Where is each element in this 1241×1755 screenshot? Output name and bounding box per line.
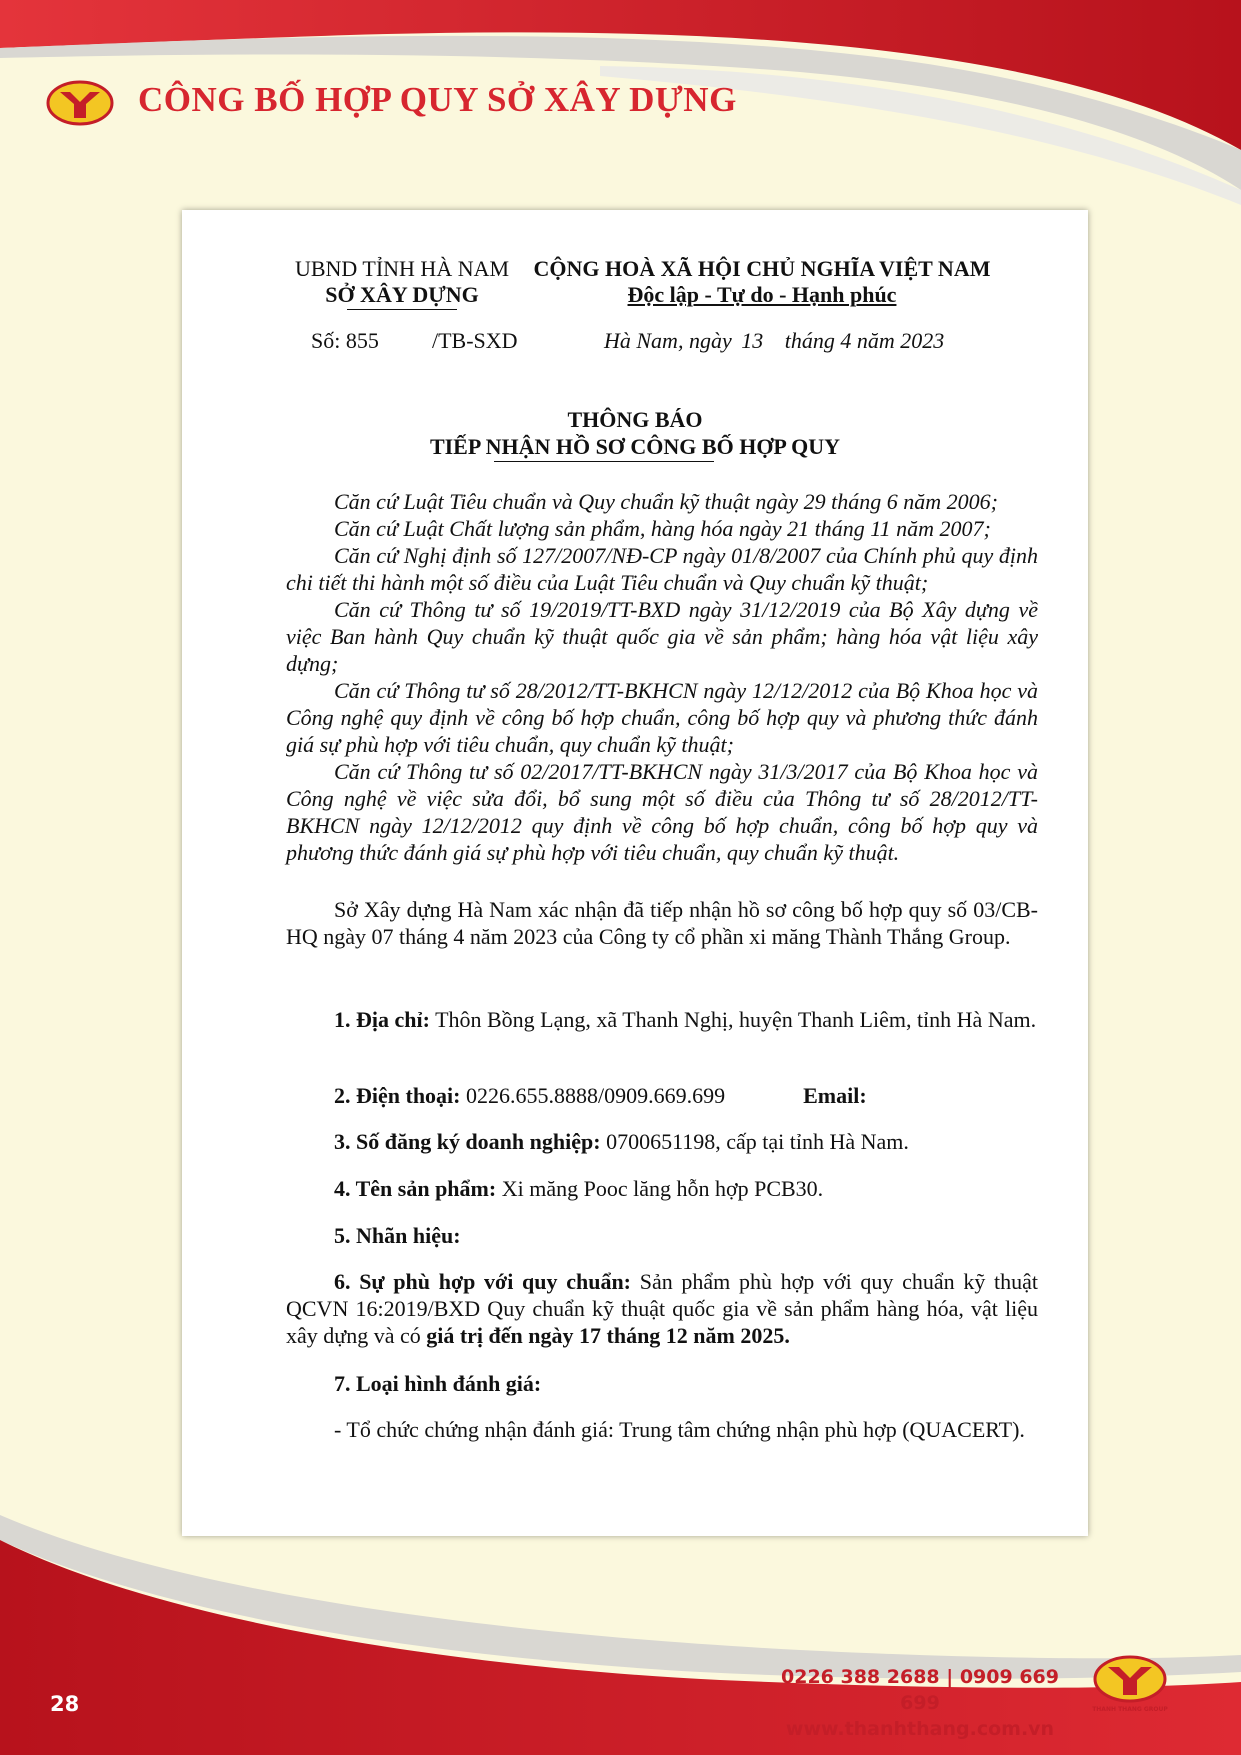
- page-title: CÔNG BỐ HỢP QUY SỞ XÂY DỰNG: [138, 80, 737, 119]
- legal-basis-item: Căn cứ Luật Tiêu chuẩn và Quy chuẩn kỹ thuật ngày 29 tháng 6 năm 2006;: [334, 489, 998, 514]
- agency-department: SỞ XÂY DỰNG: [325, 282, 479, 307]
- legal-basis-item: Căn cứ Thông tư số 02/2017/TT-BKHCN ngày 31/3/2017 của Bộ Khoa học và Công nghệ về việc sửa đổi, bổ sung một số điều của Thông tư số 28/2012/TT-BKHCN ngày 12/12/2012 quy định về công bố hợp chuẩn, công bố hợp quy và phương thức đánh giá sự phù hợp với tiêu chuẩn, quy chuẩn kỹ thuật.: [286, 759, 1038, 865]
- legal-bases: [286, 488, 1038, 866]
- agency-underline: [347, 309, 457, 310]
- item-assessment-body: - Tổ chức chứng nhận đánh giá: Trung tâm chứng nhận phù hợp (QUACERT).: [334, 1417, 1025, 1442]
- intro-paragraph: Sở Xây dựng Hà Nam xác nhận đã tiếp nhận hồ sơ công bố hợp quy số 03/CB-HQ ngày 07 tháng 4 năm 2023 của Công ty cổ phần xi măng Thành Thắng Group.: [286, 897, 1038, 949]
- item-address: 1. Địa chỉ: Thôn Bồng Lạng, xã Thanh Nghị, huyện Thanh Liêm, tỉnh Hà Nam.: [334, 1007, 1037, 1032]
- footer-phone: 0226 388 2688 | 0909 669 699: [781, 1666, 1059, 1714]
- motto-subtitle: Độc lập - Tự do - Hạnh phúc: [627, 282, 897, 307]
- footer-website[interactable]: www.thanhthang.com.vn: [785, 1718, 1055, 1740]
- item-conformity: 6. Sự phù hợp với quy chuẩn: Sản phẩm phù hợp với quy chuẩn kỹ thuật QCVN 16:2019/BXD Quy chuẩn kỹ thuật quốc gia về sản phẩm hàng hóa, vật liệu xây dựng và có giá trị đến ngày 17 tháng 12 năm 2025.: [286, 1269, 1039, 1348]
- national-motto: CỘNG HOÀ XÃ HỘI CHỦ NGHĨA VIỆT NAM: [533, 256, 991, 281]
- legal-basis-item: Căn cứ Thông tư số 19/2019/TT-BXD ngày 31/12/2019 của Bộ Xây dựng về việc Ban hành Quy chuẩn kỹ thuật quốc gia về sản phẩm; hàng hóa vật liệu xây dựng;: [286, 597, 1038, 676]
- logo-caption: THANH THANG GROUP: [1092, 1706, 1168, 1713]
- legal-basis-item: Căn cứ Luật Chất lượng sản phẩm, hàng hóa ngày 21 tháng 11 năm 2007;: [334, 516, 991, 541]
- document-number-code: /TB-SXD: [432, 328, 518, 353]
- item-business-registration: 3. Số đăng ký doanh nghiệp: 0700651198, cấp tại tỉnh Hà Nam.: [334, 1129, 909, 1154]
- agency-name: UBND TỈNH HÀ NAM: [294, 256, 510, 281]
- item-phone: 2. Điện thoại: 0226.655.8888/0909.669.699 Email:: [334, 1083, 867, 1108]
- date-location: Hà Nam, ngày 13 tháng 4 năm 2023: [604, 328, 945, 353]
- item-brand: 5. Nhãn hiệu:: [334, 1223, 461, 1248]
- brand-logo-icon: [1092, 1654, 1168, 1704]
- item-product-name: 4. Tên sản phẩm: Xi măng Pooc lăng hỗn hợp PCB30.: [334, 1176, 824, 1201]
- notice-title: THÔNG BÁO: [567, 407, 703, 432]
- notice-subtitle: TIẾP NHẬN HỒ SƠ CÔNG BỐ HỢP QUY: [429, 434, 841, 459]
- legal-basis-item: Căn cứ Nghị định số 127/2007/NĐ-CP ngày 01/8/2007 của Chính phủ quy định chi tiết thi hành một số điều của Luật Tiêu chuẩn và Quy chuẩn kỹ thuật;: [286, 543, 1038, 595]
- page-number: 28: [50, 1692, 80, 1716]
- legal-basis-item: Căn cứ Thông tư số 28/2012/TT-BKHCN ngày 12/12/2012 của Bộ Khoa học và Công nghệ quy định về công bố hợp chuẩn, công bố hợp quy và phương thức đánh giá sự phù hợp với tiêu chuẩn, quy chuẩn kỹ thuật;: [286, 678, 1038, 757]
- brand-logo-icon: [46, 78, 114, 128]
- footer-contact: [760, 1664, 1080, 1742]
- item-assessment-type: 7. Loại hình đánh giá:: [334, 1371, 542, 1396]
- title-underline: [494, 461, 714, 462]
- document-number: Số: 855: [311, 328, 379, 353]
- document-sheet: [182, 210, 1088, 1536]
